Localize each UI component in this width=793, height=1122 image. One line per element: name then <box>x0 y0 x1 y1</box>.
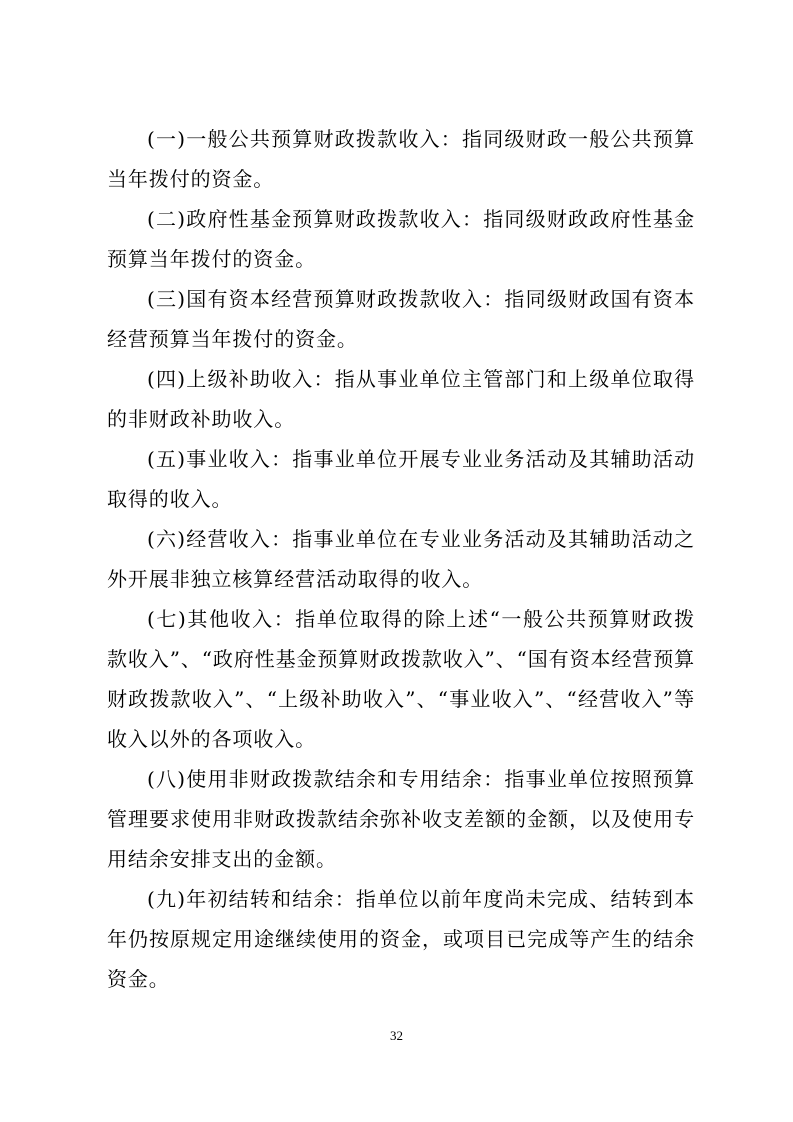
paragraph-government-fund-income: (二)政府性基金预算财政拨款收入：指同级财政政府性基金预算当年拨付的资金。 <box>107 207 695 271</box>
paragraph-operating-income: (六)经营收入：指事业单位在专业业务活动及其辅助活动之外开展非独立核算经营活动取得的收入。 <box>107 527 695 591</box>
paragraph-superior-subsidy-income: (四)上级补助收入：指从事业单位主管部门和上级单位取得的非财政补助收入。 <box>107 367 695 431</box>
paragraph-state-capital-income: (三)国有资本经营预算财政拨款收入：指同级财政国有资本经营预算当年拨付的资金。 <box>107 287 695 351</box>
paragraph-business-income: (五)事业收入：指事业单位开展专业业务活动及其辅助活动取得的收入。 <box>107 447 695 511</box>
paragraph-non-fiscal-balance-use: (八)使用非财政拨款结余和专用结余：指事业单位按照预算管理要求使用非财政拨款结余弥补收支差额的金额，以及使用专用结余安排支出的金额。 <box>107 767 695 871</box>
paragraph-general-budget-income: (一)一般公共预算财政拨款收入：指同级财政一般公共预算当年拨付的资金。 <box>107 127 695 191</box>
document-body <box>107 119 695 999</box>
paragraph-other-income: (七)其他收入：指单位取得的除上述“一般公共预算财政拨款收入”、“政府性基金预算财政拨款收入”、“国有资本经营预算财政拨款收入”、“上级补助收入”、“事业收入”、“经营收入”等收入以外的各项收入。 <box>107 607 695 751</box>
page-number: 32 <box>390 1028 403 1043</box>
paragraph-beginning-carryover: (九)年初结转和结余：指单位以前年度尚未完成、结转到本年仍按原规定用途继续使用的资金，或项目已完成等产生的结余资金。 <box>107 887 695 991</box>
